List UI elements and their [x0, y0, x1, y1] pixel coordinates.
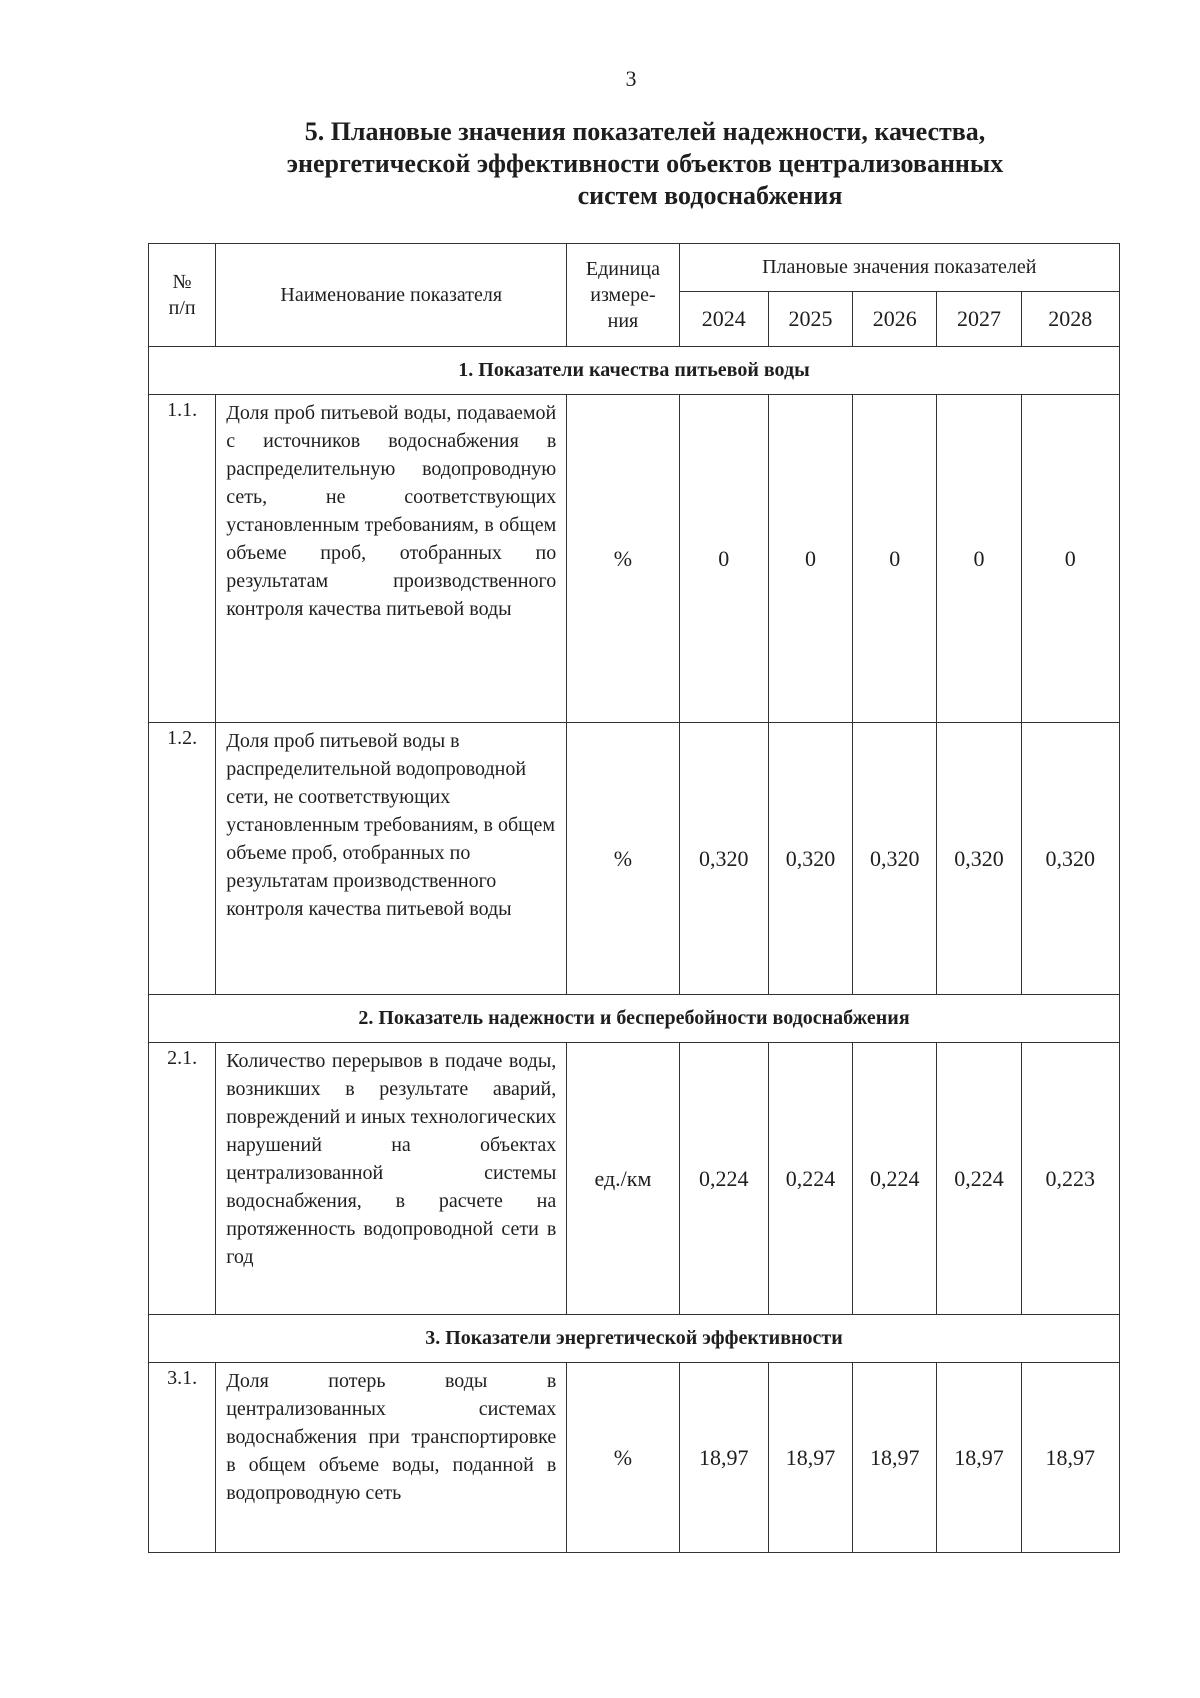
value-cell: 18,97 — [768, 1363, 852, 1553]
value-cell: 0,224 — [937, 1043, 1021, 1315]
value-cell: 0,320 — [853, 723, 937, 995]
indicator-name: Доля проб питьевой воды в распределительной водопроводной сети, не соответствующих установленным требованиям, в общем объеме проб, отобранных по результатам производственного контроля качества питьевой воды — [216, 723, 567, 995]
table-row — [149, 723, 1120, 995]
row-number: 1.1. — [149, 395, 216, 723]
title-line-1: 5. Плановые значения показателей надежности, качества, — [304, 117, 986, 146]
unit-cell: % — [567, 1363, 679, 1553]
value-cell: 0,224 — [853, 1043, 937, 1315]
section-row — [149, 1315, 1120, 1363]
section-row — [149, 995, 1120, 1043]
header-number-line-2: п/п — [168, 297, 196, 319]
value-cell: 18,97 — [1021, 1363, 1119, 1553]
unit-cell: % — [567, 395, 679, 723]
value-cell: 0,320 — [1021, 723, 1119, 995]
table-row — [149, 1363, 1120, 1553]
value-cell: 0 — [853, 395, 937, 723]
header-indicator-name: Наименование показателя — [216, 244, 567, 347]
value-cell: 0 — [679, 395, 768, 723]
row-number: 2.1. — [149, 1043, 216, 1315]
value-cell: 18,97 — [853, 1363, 937, 1553]
row-number: 3.1. — [149, 1363, 216, 1553]
value-cell: 18,97 — [937, 1363, 1021, 1553]
page-number: 3 — [625, 66, 637, 91]
indicators-table — [148, 243, 1120, 1553]
unit-cell: % — [567, 723, 679, 995]
header-year: 2028 — [1021, 292, 1119, 347]
header-year: 2025 — [768, 292, 852, 347]
title-line-2: энергетической эффективности объектов централизованных — [286, 149, 1004, 178]
value-cell: 0,320 — [679, 723, 768, 995]
unit-cell: ед./км — [567, 1043, 679, 1315]
value-cell: 0 — [768, 395, 852, 723]
header-unit-line-1: Единица — [585, 258, 660, 280]
section-title: 2. Показатель надежности и бесперебойности водоснабжения — [149, 995, 1120, 1043]
indicator-name: Количество перерывов в подаче воды, возникших в результате аварий, повреждений и иных технологических нарушений на объектах централизованной системы водоснабжения, в расчете на протяженность водопроводной сети в год — [216, 1043, 567, 1315]
header-number — [149, 244, 216, 347]
value-cell: 0,320 — [937, 723, 1021, 995]
table-row — [149, 1043, 1120, 1315]
header-unit-line-3: ния — [607, 310, 639, 332]
indicator-name: Доля проб питьевой воды, подаваемой с источников водоснабжения в распределительную водопроводную сеть, не соответствующих установленным требованиям, в общем объеме проб, отобранных по результатам производственного контроля качества питьевой воды — [216, 395, 567, 723]
value-cell: 0 — [1021, 395, 1119, 723]
value-cell: 0,320 — [768, 723, 852, 995]
header-number-line-1: № — [172, 271, 192, 293]
value-cell: 18,97 — [679, 1363, 768, 1553]
value-cell: 0 — [937, 395, 1021, 723]
section-title: 1. Показатели качества питьевой воды — [149, 347, 1120, 395]
value-cell: 0,223 — [1021, 1043, 1119, 1315]
indicator-name: Доля потерь воды в централизованных системах водоснабжения при транспортировке в общем объеме воды, поданной в водопроводную сеть — [216, 1363, 567, 1553]
value-cell: 0,224 — [768, 1043, 852, 1315]
header-unit-line-2: измере- — [590, 284, 656, 306]
row-number: 1.2. — [149, 723, 216, 995]
header-planned-values: Плановые значения показателей — [679, 244, 1119, 292]
title-line-3: систем водоснабжения — [577, 181, 843, 210]
table-row — [149, 395, 1120, 723]
section-title: 3. Показатели энергетической эффективности — [149, 1315, 1120, 1363]
header-year: 2027 — [937, 292, 1021, 347]
value-cell: 0,224 — [679, 1043, 768, 1315]
header-year: 2026 — [853, 292, 937, 347]
document-title — [230, 116, 1060, 212]
section-row — [149, 347, 1120, 395]
header-unit — [567, 244, 679, 347]
header-year: 2024 — [679, 292, 768, 347]
